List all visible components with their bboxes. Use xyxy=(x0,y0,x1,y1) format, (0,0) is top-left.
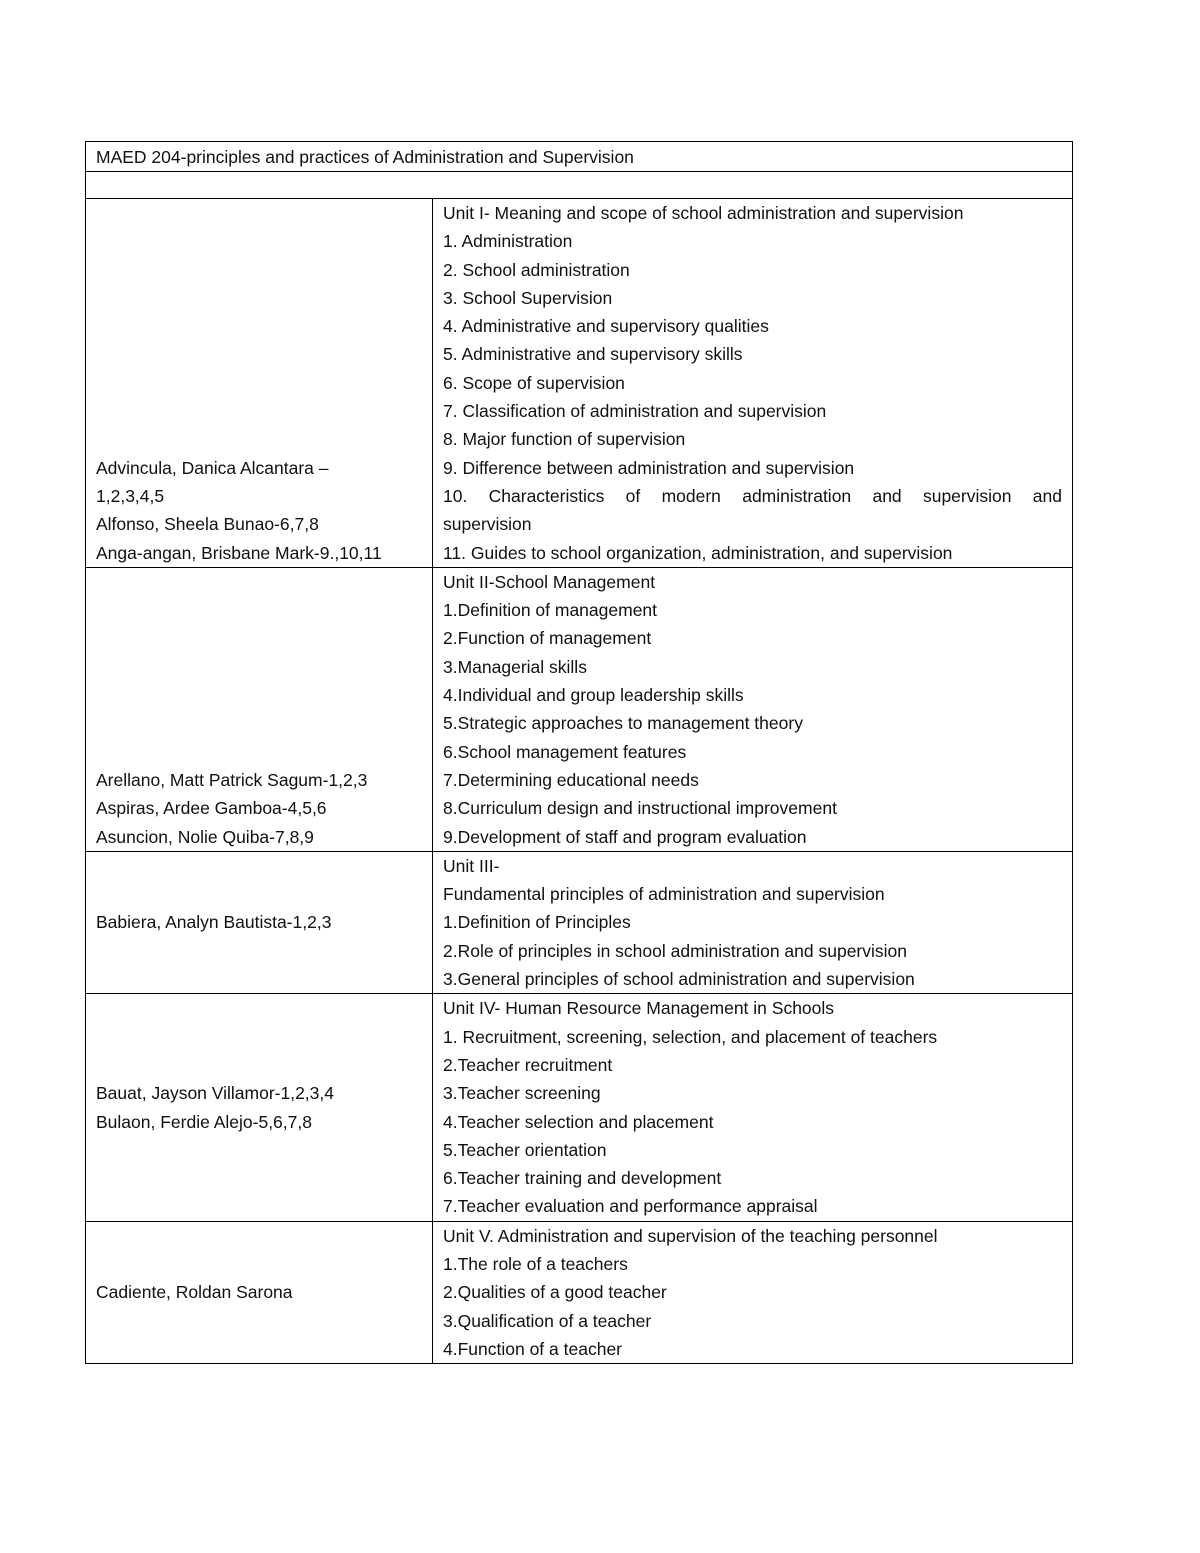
blank-row xyxy=(86,172,1073,199)
topic-item: 4.Individual and group leadership skills xyxy=(443,685,744,706)
topic-item: 8.Curriculum design and instructional improvement xyxy=(443,798,837,819)
topics-cell xyxy=(433,1221,1073,1363)
reporters-cell xyxy=(86,199,433,568)
table-row xyxy=(86,199,1073,568)
topic-item: 1.Definition of Principles xyxy=(443,912,631,933)
topic-item: 3.Managerial skills xyxy=(443,656,587,677)
topic-item: 10. Characteristics of modern administration and supervision and supervision xyxy=(443,485,1062,535)
table-row xyxy=(86,1221,1073,1363)
reporter-name: Aspiras, Ardee Gamboa-4,5,6 xyxy=(96,798,327,819)
topic-item: 2.Function of management xyxy=(443,628,652,649)
reporters-cell xyxy=(86,1221,433,1363)
topic-item: 9.Development of staff and program evaluation xyxy=(443,826,807,847)
unit-heading: Unit IV- Human Resource Management in Schools xyxy=(443,998,835,1019)
topic-item: 4. Administrative and supervisory qualities xyxy=(443,316,769,337)
topic-item: 8. Major function of supervision xyxy=(443,429,686,450)
topic-item: 3.Teacher screening xyxy=(443,1083,601,1104)
topic-item: 2.Qualities of a good teacher xyxy=(443,1282,667,1303)
assignment-table xyxy=(85,141,1073,1364)
topic-item: 1. Recruitment, screening, selection, and placement of teachers xyxy=(443,1026,938,1047)
unit-heading: Unit II-School Management xyxy=(443,571,656,592)
reporters-cell xyxy=(86,567,433,851)
topic-item: 6. Scope of supervision xyxy=(443,372,625,393)
topic-item: 6.Teacher training and development xyxy=(443,1168,722,1189)
topic-item: 1.Definition of management xyxy=(443,600,658,621)
topic-item: 3. School Supervision xyxy=(443,287,613,308)
topic-item: 5. Administrative and supervisory skills xyxy=(443,344,743,365)
blank-cell xyxy=(86,172,1073,199)
topic-item: 4.Teacher selection and placement xyxy=(443,1111,714,1132)
topic-item: 2.Role of principles in school administration and supervision xyxy=(443,940,907,961)
reporter-name: Anga-angan, Brisbane Mark-9.,10,11 xyxy=(96,542,382,563)
topics-cell xyxy=(433,199,1073,568)
reporter-name: Bulaon, Ferdie Alejo-5,6,7,8 xyxy=(96,1111,312,1132)
reporter-name: Cadiente, Roldan Sarona xyxy=(96,1282,293,1303)
unit-subheading: Fundamental principles of administration and supervision xyxy=(443,884,885,905)
reporter-name: Arellano, Matt Patrick Sagum-1,2,3 xyxy=(96,769,368,790)
topic-item: 3.General principles of school administration and supervision xyxy=(443,969,915,990)
table-row xyxy=(86,994,1073,1221)
unit-heading: Unit I- Meaning and scope of school administration and supervision xyxy=(443,203,964,223)
topic-item: 7.Determining educational needs xyxy=(443,769,699,790)
reporters-cell xyxy=(86,994,433,1221)
topic-item: 7. Classification of administration and supervision xyxy=(443,401,827,422)
topic-item: 2.Teacher recruitment xyxy=(443,1054,613,1075)
topic-item: 5.Teacher orientation xyxy=(443,1139,607,1160)
topic-item: 1.The role of a teachers xyxy=(443,1253,628,1274)
topic-item: 4.Function of a teacher xyxy=(443,1338,622,1359)
reporters-cell xyxy=(86,851,433,993)
topic-item: 1. Administration xyxy=(443,231,573,252)
table-row xyxy=(86,851,1073,993)
reporter-name: Asuncion, Nolie Quiba-7,8,9 xyxy=(96,826,314,847)
topics-cell xyxy=(433,567,1073,851)
topic-item: 9. Difference between administration and supervision xyxy=(443,457,855,478)
reporter-name: Bauat, Jayson Villamor-1,2,3,4 xyxy=(96,1083,335,1104)
topic-item: 5.Strategic approaches to management theory xyxy=(443,713,803,734)
title-row xyxy=(86,142,1073,172)
unit-heading: Unit III- xyxy=(443,855,500,876)
reporter-name: 1,2,3,4,5 xyxy=(96,485,165,506)
topics-cell xyxy=(433,994,1073,1221)
table-title: MAED 204-principles and practices of Administration and Supervision xyxy=(86,142,1073,172)
topics-cell xyxy=(433,851,1073,993)
reporter-name: Alfonso, Sheela Bunao-6,7,8 xyxy=(96,514,319,535)
table-row xyxy=(86,567,1073,851)
topic-item: 2. School administration xyxy=(443,259,630,280)
topic-item: 3.Qualification of a teacher xyxy=(443,1310,652,1331)
topic-item: 7.Teacher evaluation and performance appraisal xyxy=(443,1196,818,1217)
unit-heading: Unit V. Administration and supervision of the teaching personnel xyxy=(443,1225,938,1246)
reporter-name: Advincula, Danica Alcantara – xyxy=(96,457,329,478)
topic-item: 11. Guides to school organization, administration, and supervision xyxy=(443,542,953,563)
reporter-name: Babiera, Analyn Bautista-1,2,3 xyxy=(96,912,332,933)
topic-item: 6.School management features xyxy=(443,741,687,762)
